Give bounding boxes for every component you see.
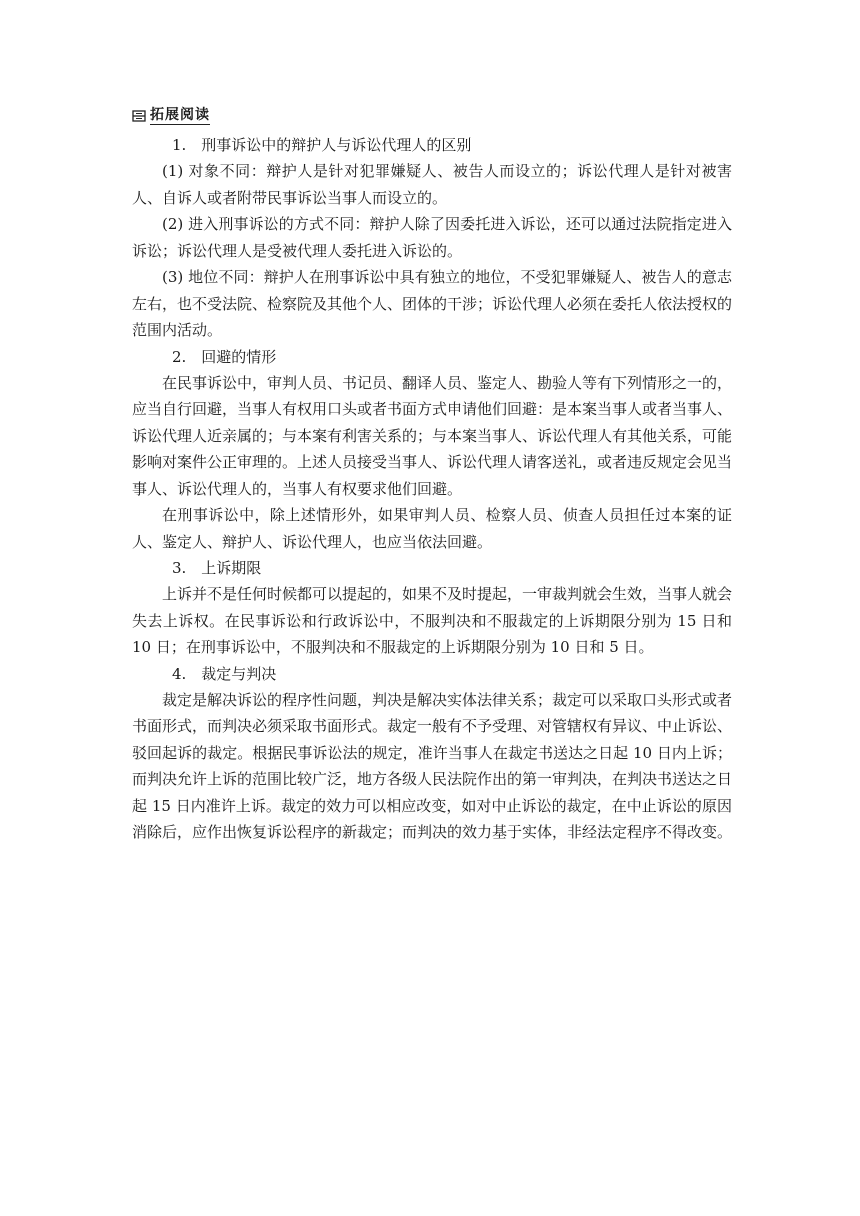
paragraph: (3) 地位不同：辩护人在刑事诉讼中具有独立的地位，不受犯罪嫌疑人、被告人的意志左右，也不受法院、检察院及其他个人、团体的干涉；诉讼代理人必须在委托人依法授权的范围内活动。 bbox=[132, 268, 733, 339]
item-heading: 1. 刑事诉讼中的辩护人与诉讼代理人的区别 bbox=[172, 136, 472, 154]
book-icon bbox=[132, 108, 146, 122]
section-header bbox=[132, 104, 732, 126]
paragraph: 裁定是解决诉讼的程序性问题，判决是解决实体法律关系；裁定可以采取口头形式或者书面形式，而判决必须采取书面形式。裁定一般有不予受理、对管辖权有异议、中止诉讼、驳回起诉的裁定。根据民事诉讼法的规定，准许当事人在裁定书送达之日起 10 日内上诉；而判决允许上诉的范围比较广泛，地方各级人民法院作出的第一审判决，在判决书送达之日起 15 日内准许上诉。裁定的效力可以相应改变，如对中止诉讼的裁定，在中止诉讼的原因消除后，应作出恢复诉讼程序的新裁定；而判决的效力基于实体，非经法定程序不得改变。 bbox=[132, 690, 733, 841]
paragraph: (2) 进入刑事诉讼的方式不同：辩护人除了因委托进入诉讼，还可以通过法院指定进入诉讼；诉讼代理人是受被代理人委托进入诉讼的。 bbox=[132, 215, 732, 260]
item-heading: 3. 上诉期限 bbox=[172, 559, 262, 577]
paragraph: 在民事诉讼中，审判人员、书记员、翻译人员、鉴定人、勘验人等有下列情形之一的，应当自行回避，当事人有权用口头或者书面方式申请他们回避：是本案当事人或者当事人、诉讼代理人近亲属的；与本案有利害关系的；与本案当事人、诉讼代理人有其他关系，可能影响对案件公正审理的。上述人员接受当事人、诉讼代理人请客送礼，或者违反规定会见当事人、诉讼代理人的，当事人有权要求他们回避。 bbox=[132, 373, 733, 498]
item-heading: 2. 回避的情形 bbox=[172, 347, 277, 366]
paragraph: 在刑事诉讼中，除上述情形外，如果审判人员、检察人员、侦查人员担任过本案的证人、鉴定人、辩护人、诉讼代理人，也应当依法回避。 bbox=[132, 506, 732, 551]
paragraph: (1) 对象不同：辩护人是针对犯罪嫌疑人、被告人而设立的；诉讼代理人是针对被害人、自诉人或者附带民事诉讼当事人而设立的。 bbox=[132, 162, 732, 207]
section-title: 拓展阅读 bbox=[150, 106, 210, 123]
item-heading: 4. 裁定与判决 bbox=[172, 664, 277, 683]
document-page bbox=[132, 104, 732, 846]
paragraph: 上诉并不是任何时候都可以提起的，如果不及时提起，一审裁判就会生效，当事人就会失去上诉权。在民事诉讼和行政诉讼中，不服判决和不服裁定的上诉期限分别为 15 日和 10 日；在刑事诉讼中，不服判决和不服裁定的上诉期限分别为 10 日和 5 日。 bbox=[132, 585, 733, 656]
